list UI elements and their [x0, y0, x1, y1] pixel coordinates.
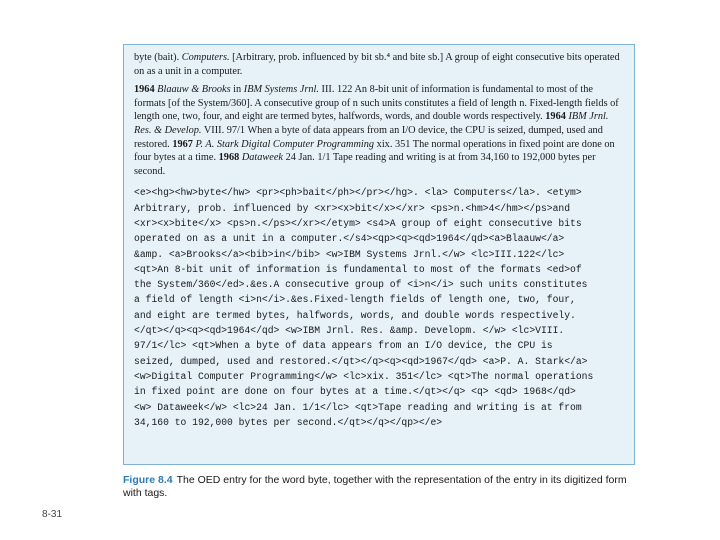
quotation-work: Digital Computer Programming	[241, 138, 375, 150]
tagged-line: <qt>An 8-bit unit of information is fundamental to most of the formats <ed>of	[134, 263, 582, 275]
tagged-line: in fixed point are done on four bytes at a time.</qt></q> <q> <qd> 1968</qd>	[134, 386, 576, 398]
tagged-line: </qt></q><q><qd>1964</qd> <w>IBM Jrnl. Res. &amp. Developm. </w> <lc>VIII.	[134, 325, 565, 337]
tagged-line: seized, dumped, used and restored.</qt></q><q><qd>1967</qd> <a>P. A. Stark</a>	[134, 355, 588, 367]
tagged-line: <e><hg><hw>byte</hw> <pr><ph>bait</ph></pr></hg>. <la> Computers</la>. <etym>	[134, 187, 582, 199]
tagged-line: and eight are termed bytes, halfwords, words, and double words respectively.	[134, 309, 576, 321]
figure-box	[123, 44, 635, 465]
tagged-line: a field of length <i>n</i>.&es.Fixed-length fields of length one, two, four,	[134, 294, 576, 306]
quotation-date: 1964	[134, 84, 155, 96]
quotation-connector: in	[230, 84, 244, 96]
dictionary-entry-quotations	[134, 83, 624, 178]
tagged-line: Arbitrary, prob. influenced by <xr><x>bit</x></xr> <ps>n.<hm>4</hm></ps>and	[134, 202, 571, 214]
tagged-entry-code	[134, 185, 624, 430]
quotation-work: Dataweek	[241, 152, 283, 164]
quotation-text: xix. 351 The normal operations in fixed point are done on four bytes at a time.	[134, 138, 615, 164]
tagged-line: the System/360</ed>.&es.A consecutive group of <i>n</i> such units constitutes	[134, 279, 588, 291]
figure-caption	[123, 474, 643, 501]
tagged-line: <xr><x>bite</x> <ps>n.</ps></xr></etym> <s4>A group of eight consecutive bits	[134, 217, 582, 229]
quotation-work: IBM Systems Jrnl.	[243, 84, 319, 96]
tagged-line: 34,160 to 192,000 bytes per second.</qt></q></qp></e>	[134, 416, 443, 428]
figure-label: Figure 8.4	[123, 474, 173, 486]
quotation-date: 1968	[218, 152, 240, 164]
quotation-work: IBM Jrnl. Res. & Develop.	[134, 111, 609, 136]
caption-text: The OED entry for the word byte, together with the representation of the entry in its digitized form with tags.	[123, 474, 627, 500]
tagged-line: <w> Dataweek</w> <lc>24 Jan. 1/1</lc> <qt>Tape reading and writing is at from	[134, 401, 582, 413]
etymology-and-sense: [Arbitrary, prob. influenced by bit sb.⁴ and bite sb.] A group of eight consecutive bits operated on as a unit in a computer.	[134, 52, 620, 77]
quotation-text: VIII. 97/1 When a byte of data appears from an I/O device, the CPU is seized, dumped, used and restored.	[134, 124, 603, 150]
quotation-text: III. 122 An 8-bit unit of information is fundamental to most of the formats [of the System/360]. A consecutive group of n such units constitutes a field of length n. Fixed-length fields of length one, two, four, and eight are termed bytes, halfwords, words, and double words respectively.	[134, 84, 619, 123]
tagged-line: 97/1</lc> <qt>When a byte of data appears from an I/O device, the CPU is	[134, 340, 553, 352]
quotation-authors: Blaauw & Brooks	[157, 84, 231, 96]
headword: byte	[134, 52, 152, 63]
page-number: 8-31	[42, 509, 63, 520]
quotation-date: 1967	[172, 138, 193, 150]
tagged-line: &amp. <a>Brooks</a><bib>in</bib> <w>IBM Systems Jrnl.</w> <lc>III.122</lc>	[134, 248, 565, 260]
quotation-author: P. A. Stark	[195, 138, 239, 150]
quotation-text: 24 Jan. 1/1 Tape reading and writing is at from 34,160 to 192,000 bytes per second.	[134, 152, 596, 177]
quotation-date: 1964	[545, 111, 566, 123]
dictionary-entry-definition	[134, 51, 624, 78]
tagged-line: operated on as a unit in a computer.</s4><qp><q><qd>1964</qd><a>Blaauw</a>	[134, 233, 565, 245]
subject-label: Computers.	[181, 52, 230, 63]
tagged-line: <w>Digital Computer Programming</w> <lc>xix. 351</lc> <qt>The normal operations	[134, 370, 594, 382]
pronunciation: (bait).	[151, 52, 182, 63]
